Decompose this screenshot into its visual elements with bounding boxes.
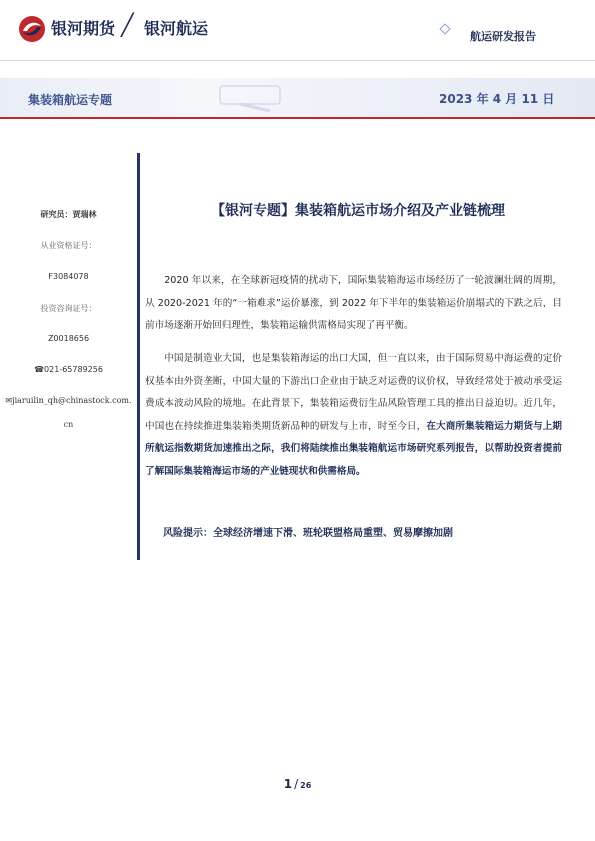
qualification-label: 从业资格证号： bbox=[40, 241, 97, 250]
email-address[interactable]: ✉jiaruilin_qh@chinastock.com. bbox=[5, 396, 132, 405]
background-text: 中国是制造业大国，也是集装箱海运的出口大国，但一直以来，由于国际贸易中海运费的定价权基本由外资垄断，中国大量的下游出口企业由于缺乏对运费的议价权，导致经常处于被动承受运费成本波动风险的境地。在此背景下，集装箱运费衍生品风险管理工具的推出日益迫切。近几年，中国也在持续推进集装箱类期货新品种的研发与上市，时至今日， bbox=[145, 353, 562, 432]
topic-label: 集装箱航运专题 bbox=[28, 93, 113, 107]
report-type: 航运研发报告 bbox=[470, 30, 536, 43]
brand-name: 银河期货 bbox=[51, 19, 116, 38]
email-address-continued[interactable]: cn bbox=[63, 420, 74, 429]
advisory-number: Z0018656 bbox=[47, 334, 90, 343]
sidebar-divider bbox=[137, 153, 140, 560]
brand-subname: 银河航运 bbox=[144, 19, 209, 38]
brand-separator: ╱ bbox=[121, 13, 134, 37]
background-paragraph bbox=[145, 348, 562, 483]
background-highlight: 在大商所集装箱运力期货与上期所航运指数期货加速推出之际，我们将陆续推出集装箱航运市场研究系列报告，以帮助投资者提前了解国际集装箱海运市场的产业链现状和供需格局。 bbox=[145, 420, 563, 477]
page-separator: / bbox=[294, 777, 299, 791]
advisory-label: 投资咨询证号： bbox=[40, 304, 97, 313]
report-date: 2023 年 4 月 11 日 bbox=[439, 92, 555, 106]
page-number bbox=[0, 773, 595, 792]
total-pages: 26 bbox=[300, 781, 312, 790]
banner-accent-line bbox=[0, 117, 595, 119]
intro-paragraph: 2020 年以来，在全球新冠疫情的扰动下，国际集装箱海运市场经历了一轮波澜壮阔的周期，从 2020-2021 年的“一箱难求”运价暴涨，到 2022 年下半年的集装箱运价崩塌式的下跌之后，目前市场逐渐开始回归理性，集装箱运输供需格局实现了再平衡。 bbox=[145, 275, 562, 331]
header-divider bbox=[0, 60, 595, 61]
banner-decoration-icon bbox=[200, 82, 320, 112]
diamond-icon bbox=[439, 23, 450, 34]
report-title: 【银河专题】集装箱航运市场介绍及产业链梳理 bbox=[211, 203, 505, 219]
galaxy-logo-icon bbox=[18, 15, 46, 43]
current-page: 1 bbox=[283, 777, 293, 791]
risk-warning: 风险提示：全球经济增速下滑、班轮联盟格局重塑、贸易摩擦加剧 bbox=[163, 528, 453, 539]
analyst-name: 研究员：贾瑞林 bbox=[40, 210, 97, 219]
phone-number: ☎021-65789256 bbox=[34, 365, 103, 374]
qualification-number: F3084078 bbox=[48, 272, 89, 281]
